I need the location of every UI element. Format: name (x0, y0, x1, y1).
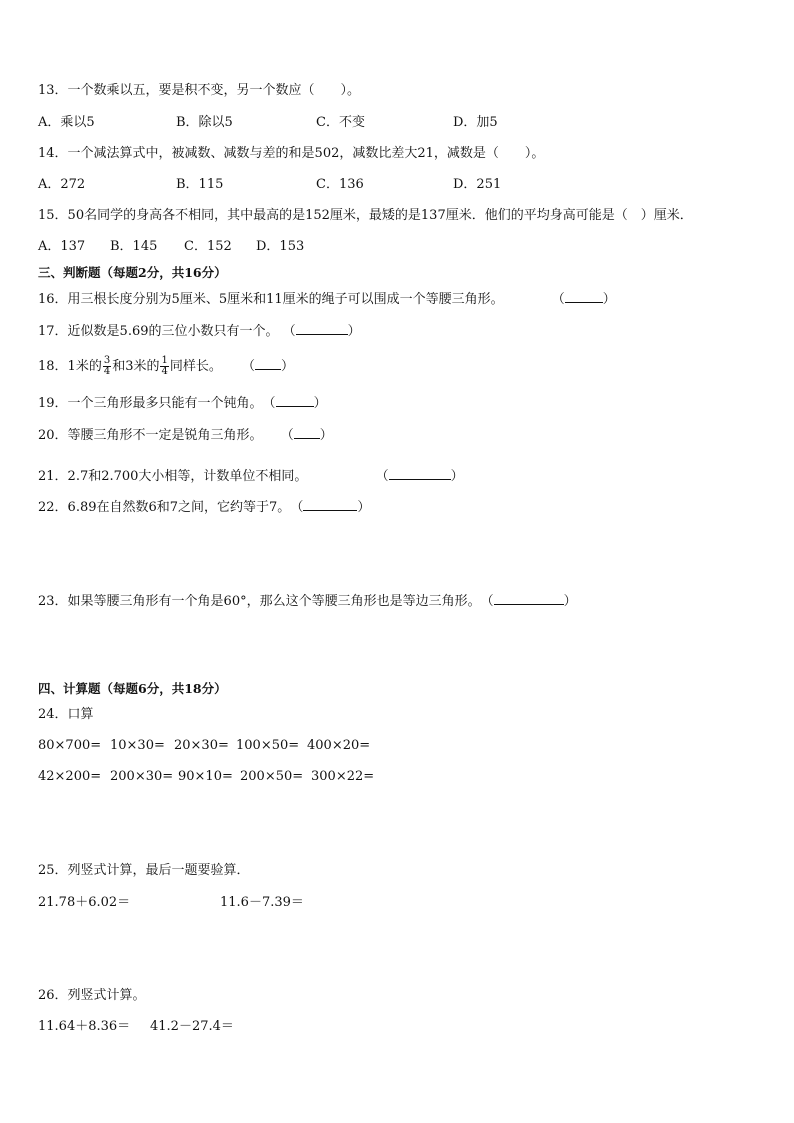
question-14: 14．一个减法算式中，被减数、减数与差的和是502，减数比差大21，减数是（ ）。 (38, 146, 545, 161)
mental-math-2-2: 200×30= (110, 769, 174, 784)
mental-math-2-4: 200×50= (240, 769, 304, 784)
vertical-calc-26-1: 11.64＋8.36＝ (38, 1019, 131, 1034)
vertical-calc-26-2: 41.2－27.4＝ (150, 1019, 234, 1034)
question-26: 26．列竖式计算。 (38, 988, 146, 1003)
question-21 (38, 467, 464, 486)
question-22 (38, 498, 370, 517)
mental-math-1-1: 80×700= (38, 738, 102, 753)
mental-math-1-5: 400×20= (307, 738, 371, 753)
q13-option-b[interactable]: B．除以5 (176, 115, 233, 130)
mental-math-1-2: 10×30= (110, 738, 165, 753)
mental-math-1-4: 100×50= (236, 738, 300, 753)
q13-option-c[interactable]: C．不变 (316, 115, 365, 130)
fraction-one-quarter: $\frac{1}{4}$ (161, 355, 168, 377)
vertical-calc-25-1: 21.78＋6.02＝ (38, 895, 131, 910)
question-16 (38, 290, 616, 309)
question-23 (38, 592, 577, 611)
question-18-prefix: 18．1米的 (38, 359, 102, 374)
question-17 (38, 322, 361, 341)
question-23-text: 23．如果等腰三角形有一个角是60°，那么这个等腰三角形也是等边三角形。 (38, 594, 481, 609)
answer-paren-23: （ ） (480, 594, 577, 609)
q14-option-c[interactable]: C．136 (316, 177, 364, 192)
question-21-text: 21．2.7和2.700大小相等，计数单位不相同。 (38, 469, 308, 484)
answer-blank-18[interactable] (255, 357, 281, 370)
question-15: 15．50名同学的身高各不相同，其中最高的是152厘米，最矮的是137厘米．他们的平均身高可能是（ ）厘米． (38, 208, 693, 223)
question-16-text: 16．用三根长度分别为5厘米、5厘米和11厘米的绳子可以围成一个等腰三角形。 (38, 292, 504, 307)
question-20 (38, 426, 333, 445)
question-22-text: 22．6.89在自然数6和7之间，它约等于7。 (38, 500, 291, 515)
q15-option-b[interactable]: B．145 (110, 239, 158, 254)
question-18-suffix: 同样长。 (169, 359, 222, 374)
mental-math-2-5: 300×22= (311, 769, 375, 784)
question-19 (38, 394, 327, 413)
question-13: 13．一个数乘以五，要是积不变，另一个数应（ ）。 (38, 83, 361, 98)
question-25: 25．列竖式计算，最后一题要验算． (38, 863, 250, 878)
question-18-middle: 和3米的 (112, 359, 160, 374)
q14-option-b[interactable]: B．115 (176, 177, 224, 192)
section-3-title: 三、判断题（每题2分，共16分） (38, 265, 227, 280)
answer-paren-22: （ ） (290, 500, 371, 515)
q13-option-d[interactable]: D．加5 (453, 115, 498, 130)
answer-blank-22[interactable] (303, 498, 357, 511)
answer-blank-20[interactable] (294, 426, 320, 439)
q14-option-a[interactable]: A．272 (38, 177, 86, 192)
answer-paren-21: （ ） (375, 469, 464, 484)
q14-option-d[interactable]: D．251 (453, 177, 502, 192)
q13-option-a[interactable]: A．乘以5 (38, 115, 95, 130)
answer-blank-21[interactable] (389, 467, 451, 480)
answer-paren-17: （ ） (282, 324, 361, 339)
question-19-text: 19．一个三角形最多只能有一个钝角。 (38, 396, 263, 411)
question-18 (38, 356, 294, 377)
mental-math-2-1: 42×200= (38, 769, 102, 784)
answer-blank-17[interactable] (296, 322, 348, 335)
answer-paren-16: （ ） (551, 292, 616, 307)
question-24: 24．口算 (38, 707, 94, 722)
q15-option-d[interactable]: D．153 (256, 239, 305, 254)
answer-blank-19[interactable] (276, 394, 314, 407)
section-4-title: 四、计算题（每题6分，共18分） (38, 681, 227, 696)
mental-math-1-3: 20×30= (174, 738, 229, 753)
answer-paren-20: （ ） (280, 428, 333, 443)
vertical-calc-25-2: 11.6－7.39＝ (220, 895, 304, 910)
answer-paren-18: （ ） (242, 359, 295, 374)
answer-blank-16[interactable] (565, 290, 603, 303)
mental-math-2-3: 90×10= (178, 769, 233, 784)
q15-option-a[interactable]: A．137 (38, 239, 86, 254)
answer-blank-23[interactable] (494, 592, 564, 605)
answer-paren-19: （ ） (262, 396, 327, 411)
fraction-three-quarters: $\frac{3}{4}$ (103, 355, 111, 377)
q15-option-c[interactable]: C．152 (184, 239, 232, 254)
question-17-text: 17．近似数是5.69的三位小数只有一个。 (38, 324, 279, 339)
question-20-text: 20．等腰三角形不一定是锐角三角形。 (38, 428, 263, 443)
